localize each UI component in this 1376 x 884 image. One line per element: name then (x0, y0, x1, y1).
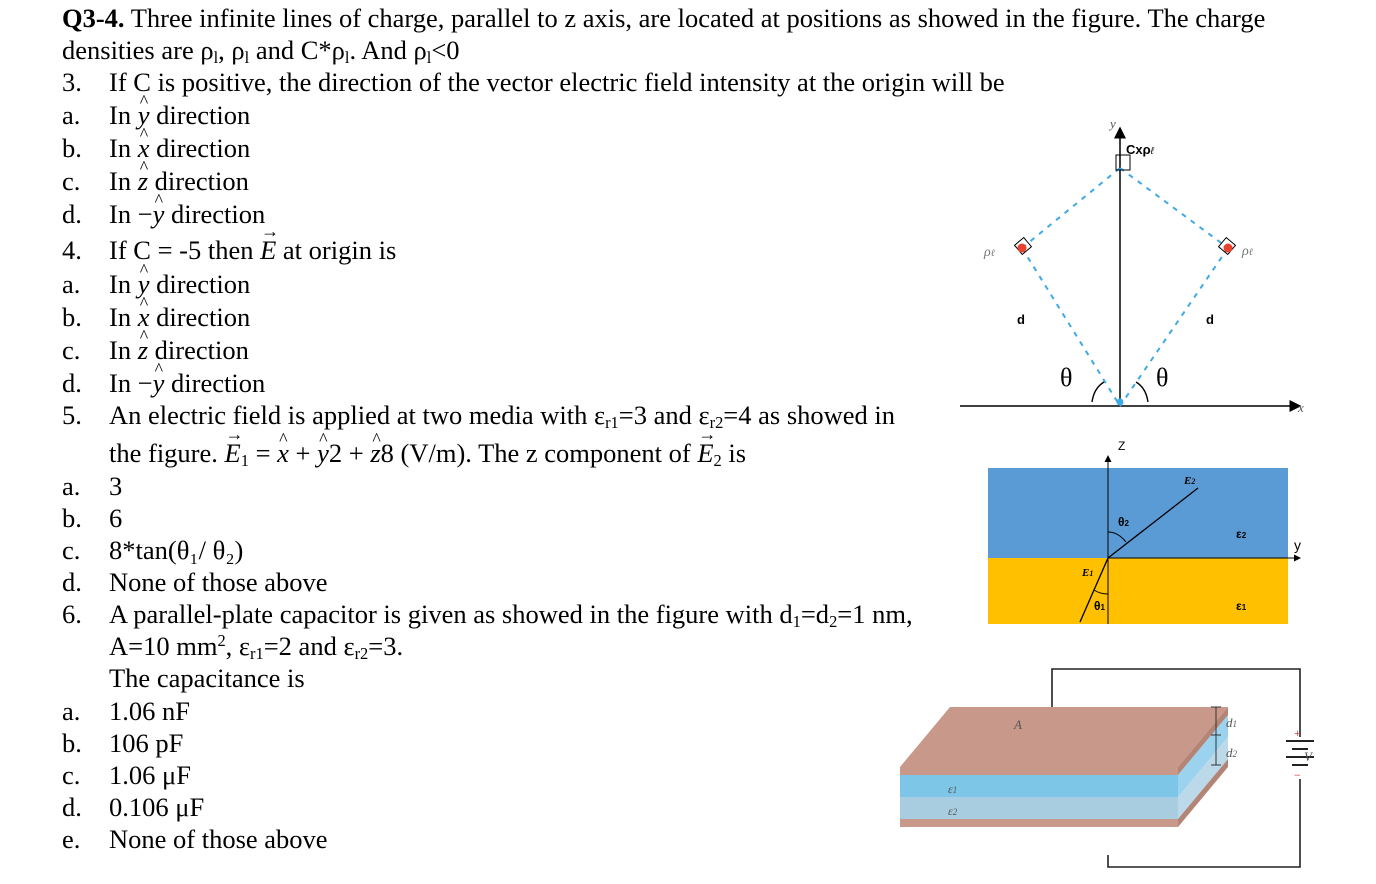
dash-top-right (1120, 168, 1228, 248)
dash-left-top (1022, 168, 1120, 248)
top-plate-front (900, 767, 1178, 775)
question-title: Q3-4. (62, 3, 125, 33)
e1-label: E1 (1082, 567, 1094, 579)
question-header-line1: Q3-4. Three infinite lines of charge, parallel to z axis, are located at positions as showed in the figure. The charge (62, 3, 1266, 33)
right-charge-label: ρℓ (1242, 244, 1253, 259)
theta2-label: θ2 (1118, 515, 1129, 529)
charge-right-dot (1224, 244, 1233, 253)
medium-1-region (988, 558, 1288, 624)
y-axis-label: y (1110, 116, 1116, 131)
d-left-label: d (1017, 312, 1025, 327)
capacitor-figure (880, 655, 1320, 875)
x-axis-label: x (1298, 400, 1304, 415)
dielectric-interface-figure (980, 436, 1320, 636)
question-header-line2: densities are $\rho_l$, $\rho_l$ and $C*\rho_l$. And $\rho_l<0$ (62, 35, 460, 68)
medium-2-region (988, 468, 1288, 558)
area-label: A (1014, 717, 1022, 732)
dielectric-2-front (900, 797, 1178, 819)
right-angle-top (1116, 155, 1130, 170)
cap-eps2-label: ε2 (948, 804, 958, 818)
cap-eps1-label: ε1 (948, 782, 958, 796)
theta-arc-right (1136, 382, 1148, 402)
d-right-label: d (1206, 312, 1214, 327)
battery-plus: + (1294, 726, 1301, 740)
theta1-label: θ1 (1094, 599, 1105, 613)
dielectric-1-front (900, 775, 1178, 797)
top-charge-label: Cxρℓ (1126, 142, 1154, 157)
origin-dot (1117, 399, 1124, 406)
line-charges-figure (960, 110, 1320, 440)
top-plate-face (900, 707, 1228, 767)
theta-right-label: θ (1156, 363, 1169, 392)
voltage-label: V (1304, 749, 1312, 764)
battery-minus: − (1294, 768, 1301, 782)
bottom-plate-front (900, 819, 1178, 827)
y-axis-label-fig2: y (1294, 537, 1301, 553)
e2-label: E2 (1184, 475, 1196, 487)
theta-left-label: θ (1060, 363, 1073, 392)
charge-left-dot (1018, 244, 1027, 253)
theta-arc-left (1092, 382, 1104, 402)
z-axis-label: Z (1118, 439, 1126, 453)
d2-label: d2 (1226, 745, 1237, 760)
left-charge-label: ρℓ (984, 245, 995, 260)
eps2-label: ε2 (1236, 527, 1247, 541)
d1-label: d1 (1226, 715, 1237, 730)
eps1-label: ε1 (1236, 599, 1247, 613)
